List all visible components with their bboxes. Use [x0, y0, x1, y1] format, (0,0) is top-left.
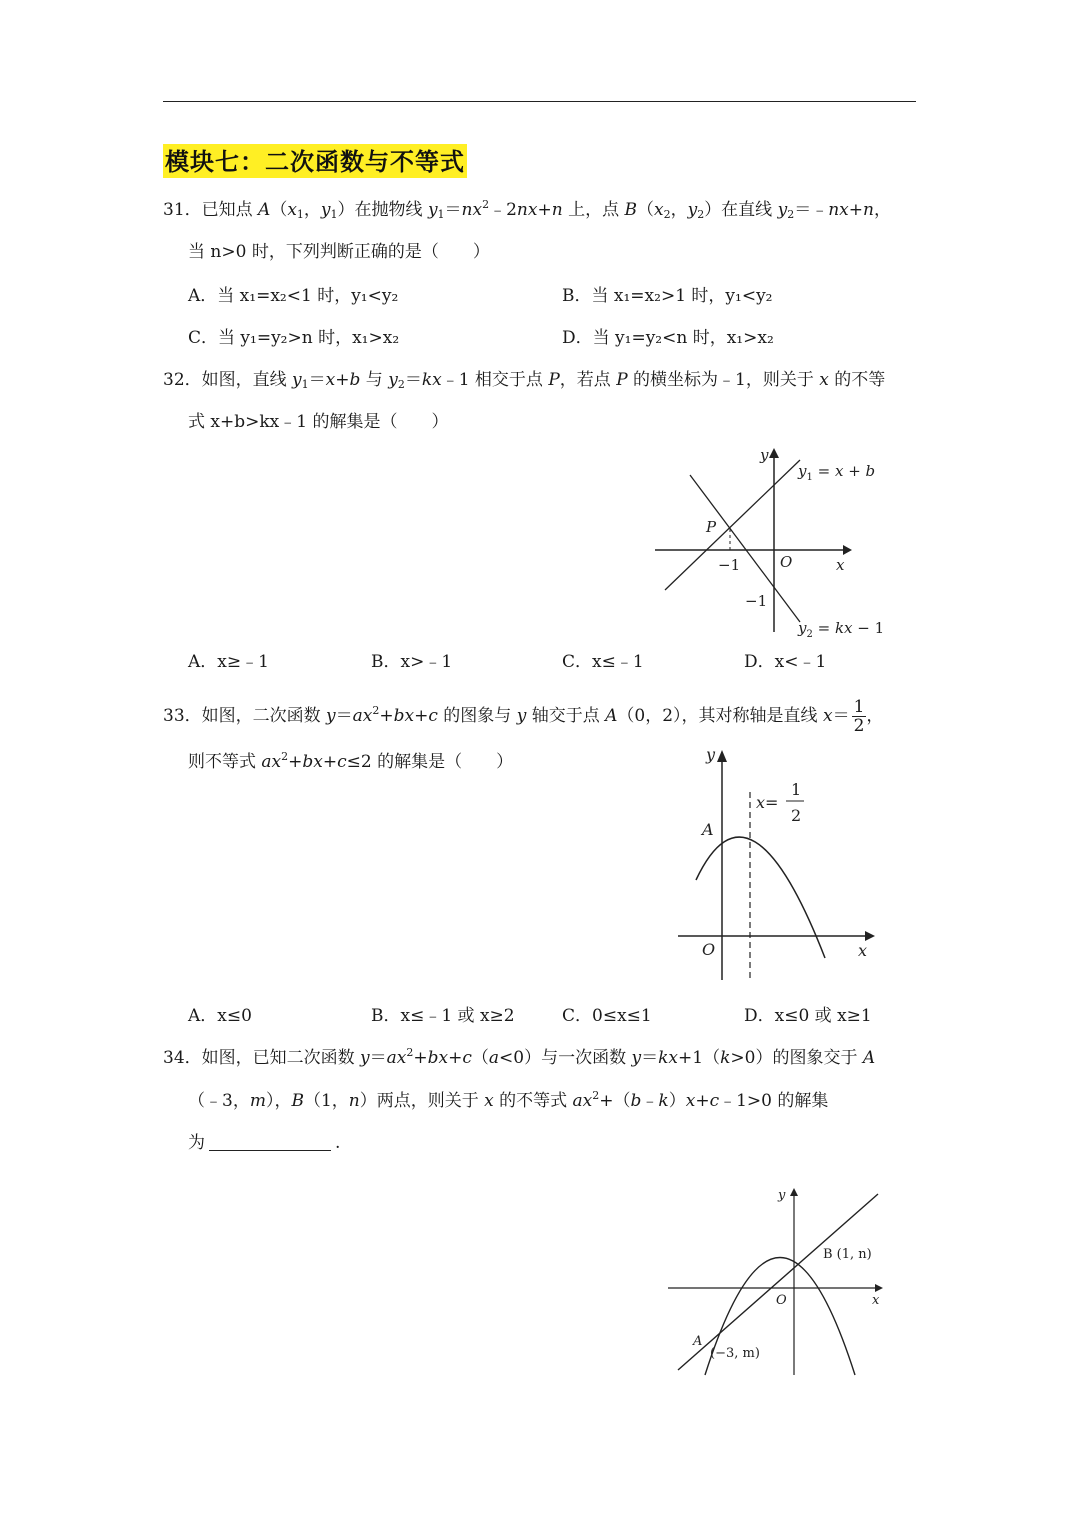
- q34-point-a-coord: (−3, m): [710, 1346, 760, 1361]
- q34-line: [678, 1194, 878, 1370]
- q33-x-label: x: [858, 941, 868, 960]
- q33-line2: 则不等式 $ax^2+bx+c\le 2$ 的解集是（ ）: [188, 750, 514, 772]
- q34-x-label: x: [872, 1293, 880, 1308]
- q32-y-arrow-icon: [769, 448, 779, 458]
- q33-option-b: B．x≤﹣1 或 x≥2: [371, 1006, 515, 1026]
- q32-x-arrow-icon: [843, 545, 852, 555]
- q31-option-d: D．当 y₁=y₂<n 时，x₁>x₂: [562, 328, 774, 348]
- q33-y-label: y: [706, 745, 716, 764]
- q32-line2: 式 x+b>kx﹣1 的解集是（ ）: [188, 412, 449, 432]
- q33-fraction: $\frac{1}{2}$: [853, 697, 865, 736]
- q31-line2: 当 n>0 时，下列判断正确的是（ ）: [188, 242, 490, 262]
- q33-option-a: A．x≤0: [188, 1006, 252, 1026]
- q31-option-c: C．当 y₁=y₂>n 时，x₁>x₂: [188, 328, 400, 348]
- q34-line1: 34．如图，已知二次函数 $y=ax^2+bx+c(a<0)$与一次函数 y＝kx+1（k>0）的图象交于 A: [163, 1046, 876, 1068]
- q32-y-label: y: [760, 446, 769, 464]
- q34-y-label: y: [778, 1188, 786, 1203]
- q31-number: 31．: [163, 200, 202, 220]
- q33-origin-label: O: [702, 940, 716, 959]
- q32-option-b: B．x>﹣1: [371, 652, 453, 672]
- q32-figure: [640, 440, 900, 640]
- answer-blank[interactable]: [209, 1150, 331, 1151]
- q31-option-b: B．当 x₁=x₂>1 时，y₁<y₂: [562, 286, 773, 306]
- q31-option-a: A．当 x₁=x₂<1 时，y₁<y₂: [188, 286, 399, 306]
- q33-option-c: C．0≤x≤1: [562, 1006, 652, 1026]
- q32-neg1-y-label: −1: [745, 592, 768, 610]
- q33-axis-eq-label: x=: [756, 793, 779, 812]
- q34-point-a-label: A: [693, 1334, 703, 1349]
- q34-origin-label: O: [776, 1293, 787, 1308]
- q32-neg1-x-label: −1: [718, 556, 741, 574]
- q34-point-b-label: B (1, n): [823, 1247, 872, 1262]
- q33-y-arrow-icon: [717, 750, 727, 762]
- section-title: 模块七：二次函数与不等式: [163, 144, 467, 178]
- header-rule: [163, 101, 916, 102]
- q34-number: 34．: [163, 1048, 202, 1068]
- q32-x-label: x: [836, 556, 845, 574]
- q32-y1-equation: $y_1 = x + b$: [798, 462, 876, 483]
- q33-x-arrow-icon: [865, 931, 875, 941]
- q31-line1: 31．已知点 $A(x_1$，$y_1$）在抛物线 $y_1=nx^2﹣2nx+n$ 上，点 $B(x_2$，$y_2$）在直线 $y_2=﹣nx+n$，: [163, 198, 891, 221]
- q32-option-d: D．x<﹣1: [744, 652, 827, 672]
- q32-point-p-label: P: [706, 518, 717, 536]
- q34-x-arrow-icon: [875, 1284, 883, 1292]
- q33-parabola: [696, 837, 825, 958]
- q32-option-c: C．x≤﹣1: [562, 652, 644, 672]
- q34-line2: （﹣3，m），B（1，n）两点，则关于 x 的不等式 $ax^2+(b﹣k)x+c﹣1>0$ 的解集: [188, 1089, 829, 1111]
- q33-half-num: 1: [791, 780, 802, 799]
- q32-y2-equation: $y_2$ = kx − 1: [798, 619, 885, 640]
- q33-half-den: 2: [791, 806, 802, 825]
- q33-line1: 33．如图，二次函数 $y=ax^2+bx+c$ 的图象与 y 轴交于点 A（0，2），其对称轴是直线 x＝ $\frac{1}{2}$ ，: [163, 697, 884, 736]
- q33-point-a-label: A: [702, 820, 714, 839]
- q33-option-d: D．x≤0 或 x≥1: [744, 1006, 872, 1026]
- q34-line3: 为 .: [188, 1133, 341, 1153]
- q33-figure: [670, 740, 880, 990]
- q32-option-a: A．x≥﹣1: [188, 652, 269, 672]
- q32-line1: 32．如图，直线 $y_1=x+b$ 与 $y_2=kx﹣1$ 相交于点 P，若点 P 的横坐标为﹣1，则关于 x 的不等: [163, 370, 886, 391]
- q32-number: 32．: [163, 370, 202, 390]
- q34-figure: [660, 1180, 900, 1380]
- q32-origin-label: O: [780, 553, 793, 571]
- q33-number: 33．: [163, 706, 202, 726]
- q34-y-arrow-icon: [790, 1188, 798, 1196]
